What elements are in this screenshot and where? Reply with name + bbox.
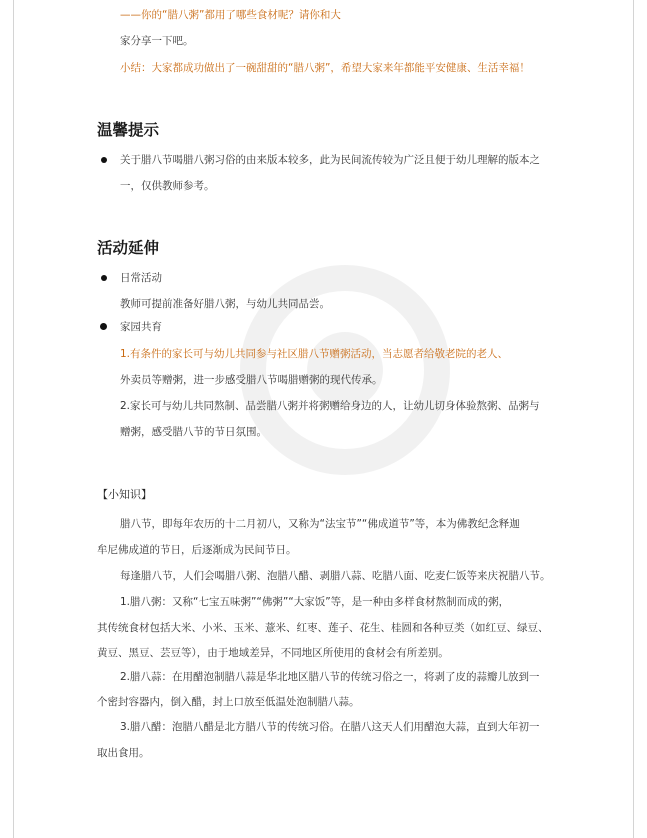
home-title: 家园共育 <box>120 321 162 333</box>
tips-text-line2: 一，仅供教师参考。 <box>120 180 215 192</box>
knowledge-p5-line2: 取出食用。 <box>97 747 150 759</box>
knowledge-label-text: 小知识 <box>108 488 141 501</box>
knowledge-p4-line1: 2.腊八蒜：在用醋泡制腊八蒜是华北地区腊八节的传统习俗之一，将剥了皮的蒜瓣儿放到一 <box>120 671 540 683</box>
tips-text-line1: 关于腊八节喝腊八粥习俗的由来版本较多，此为民间流传较为广泛且便于幼儿理解的版本之 <box>120 154 540 166</box>
intro-question-line2: 家分享一下吧。 <box>120 35 194 47</box>
knowledge-p2: 每逢腊八节，人们会喝腊八粥、泡腊八醋、剥腊八蒜、吃腊八面、吃麦仁饭等来庆祝腊八节。 <box>120 570 551 582</box>
home-item1-line2: 外卖员等赠粥，进一步感受腊八节喝腊赠粥的现代传承。 <box>120 374 383 386</box>
knowledge-label-open: 【 <box>97 488 108 501</box>
watermark-logo <box>225 255 465 485</box>
tips-heading: 温馨提示 <box>97 121 160 139</box>
home-bullet <box>100 323 107 330</box>
daily-bullet <box>101 275 107 281</box>
knowledge-p3-line2: 其传统食材包括大米、小米、玉米、薏米、红枣、莲子、花生、桂圆和各种豆类（如红豆、绿豆、 <box>97 622 549 634</box>
knowledge-p4-line2: 个密封容器内，倒入醋，封上口放至低温处泡制腊八蒜。 <box>97 696 360 708</box>
knowledge-label <box>97 488 152 502</box>
home-item1-line1: 1.有条件的家长可与幼儿共同参与社区腊八节赠粥活动，当志愿者给敬老院的老人、 <box>120 348 509 360</box>
daily-title: 日常活动 <box>120 272 162 284</box>
page-edge-right <box>633 0 634 838</box>
home-item2-line1: 2.家长可与幼儿共同熬制、品尝腊八粥并将粥赠给身边的人，让幼儿切身体验熬粥、品粥与 <box>120 400 540 412</box>
knowledge-label-close: 】 <box>141 488 152 501</box>
knowledge-p1-line2: 牟尼佛成道的节日，后逐渐成为民间节日。 <box>97 544 297 556</box>
page-edge-left <box>13 0 14 838</box>
knowledge-p5-line1: 3.腊八醋：泡腊八醋是北方腊八节的传统习俗。在腊八这天人们用醋泡大蒜，直到大年初一 <box>120 721 540 733</box>
extension-heading: 活动延伸 <box>97 239 160 257</box>
knowledge-p1-line1: 腊八节，即每年农历的十二月初八，又称为“法宝节”“佛成道节”等，本为佛教纪念释迦 <box>120 518 520 530</box>
home-item2-line2: 赠粥，感受腊八节的节日氛围。 <box>120 426 267 438</box>
intro-question-line1: ——你的“腊八粥”都用了哪些食材呢？请你和大 <box>120 9 341 21</box>
tips-bullet <box>101 157 107 163</box>
daily-text: 教师可提前准备好腊八粥，与幼儿共同品尝。 <box>120 298 330 310</box>
knowledge-p3-line3: 黄豆、黑豆、芸豆等），由于地域差异，不同地区所使用的食材会有所差别。 <box>97 647 449 659</box>
intro-summary: 小结：大家都成功做出了一碗甜甜的“腊八粥”，希望大家来年都能平安健康、生活幸福！ <box>120 62 530 74</box>
knowledge-p3-line1: 1.腊八粥：又称“七宝五味粥”“佛粥”“大家饭”等，是一种由多样食材熬制而成的粥， <box>120 596 510 608</box>
